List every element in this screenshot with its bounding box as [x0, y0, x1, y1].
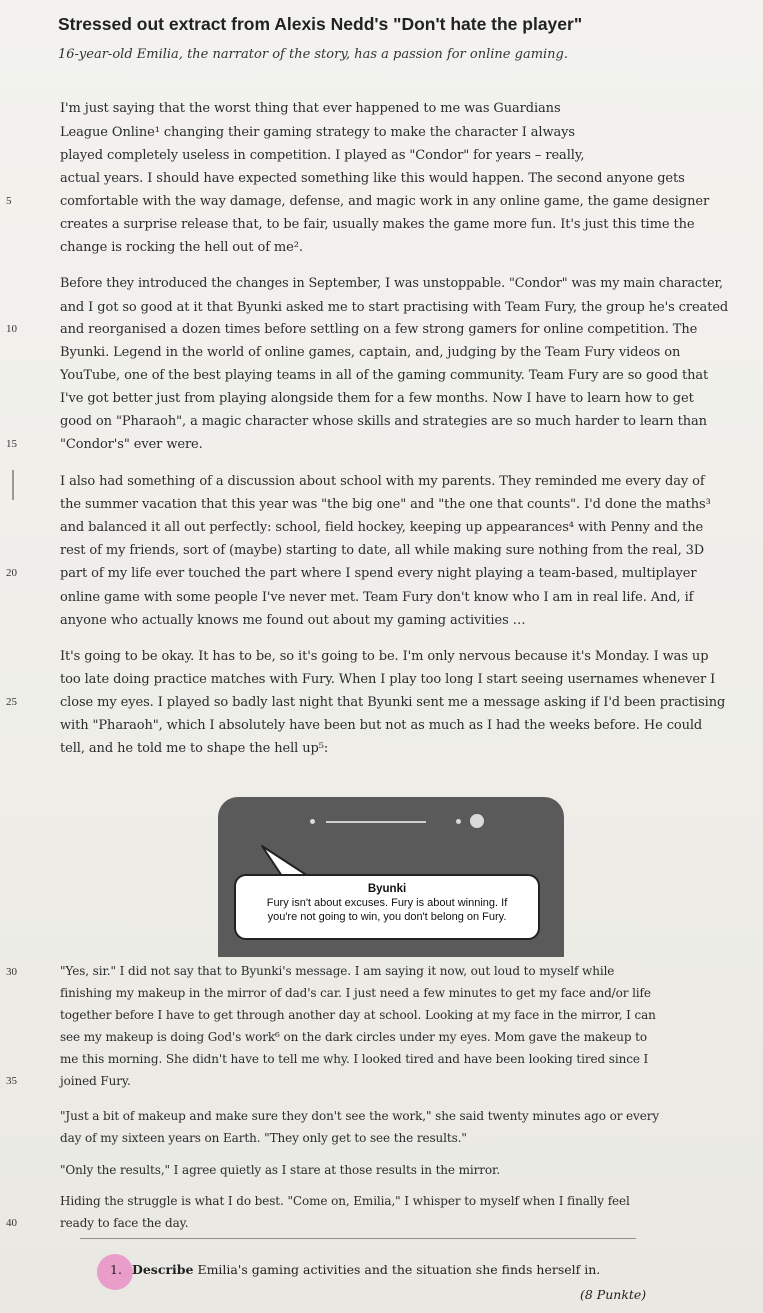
text-line: I've got better just from playing alongside them for a few months. Now I have to learn how to get	[60, 391, 694, 406]
margin-mark	[12, 470, 14, 500]
text-line: too late doing practice matches with Fury. When I play too long I start seeing usernames whenever I	[60, 672, 716, 687]
question-text	[132, 1262, 600, 1277]
text-line: see my makeup is doing God's work⁶ on the dark circles under my eyes. Mom gave the makeup to	[60, 1030, 647, 1044]
line-number: 30	[6, 966, 17, 978]
question-body: Emilia's gaming activities and the situation she finds herself in.	[197, 1262, 601, 1277]
text-line: "Just a bit of makeup and make sure they don't see the work," she said twenty minutes ago or every	[60, 1109, 660, 1123]
text-line: I'm just saying that the worst thing that ever happened to me was Guardians	[60, 101, 561, 116]
line-number: 35	[6, 1075, 17, 1087]
line-number: 10	[6, 323, 17, 335]
points-label: (8 Punkte)	[580, 1287, 647, 1302]
text-line: creates a surprise release that, to be fair, usually makes the game more fun. It's just this time the	[60, 217, 695, 232]
text-line: Hiding the struggle is what I do best. "Come on, Emilia," I whisper to myself when I finally feel	[60, 1194, 630, 1208]
text-line: "Yes, sir." I did not say that to Byunki's message. I am saying it now, out loud to myself while	[60, 964, 615, 978]
text-line: finishing my makeup in the mirror of dad's car. I just need a few minutes to get my face and/or life	[60, 986, 651, 1000]
phone-dot	[310, 819, 315, 824]
text-line: online game with some people I've never met. Team Fury don't know who I am in real life. And, if	[60, 590, 694, 605]
text-line: It's going to be okay. It has to be, so it's going to be. I'm only nervous because it's Monday. I was up	[60, 649, 709, 664]
text-line: and I got so good at it that Byunki asked me to start practising with Team Fury, the group he's created	[60, 300, 729, 315]
text-line: change is rocking the hell out of me².	[60, 240, 303, 255]
line-number: 20	[6, 567, 17, 579]
text-line: played completely useless in competition. I played as "Condor" for years – really,	[60, 148, 585, 163]
extract-title: Stressed out extract from Alexis Nedd's "Don't hate the player"	[58, 14, 583, 34]
text-line: ready to face the day.	[60, 1216, 189, 1230]
message-text: Fury isn't about excuses. Fury is about winning. If	[266, 897, 508, 909]
message-text: you're not going to win, you don't belong on Fury.	[267, 911, 507, 923]
text-line: Byunki. Legend in the world of online games, captain, and, judging by the Team Fury videos on	[60, 345, 681, 360]
text-line: day of my sixteen years on Earth. "They only get to see the results."	[60, 1131, 467, 1145]
text-line: together before I have to get through another day at school. Looking at my face in the mirror, I can	[60, 1008, 656, 1022]
text-line: YouTube, one of the best playing teams in all of the gaming community. Team Fury are so good that	[60, 368, 709, 383]
phone-camera-icon	[470, 814, 484, 828]
extract-subtitle: 16-year-old Emilia, the narrator of the story, has a passion for online gaming.	[58, 47, 569, 62]
text-line: "Condor's" ever were.	[60, 437, 203, 452]
text-line: Before they introduced the changes in September, I was unstoppable. "Condor" was my main character,	[60, 276, 723, 291]
text-line: and balanced it all out perfectly: school, field hockey, keeping up appearances⁴ with Penny and the	[60, 520, 704, 535]
message-sender: Byunki	[367, 883, 407, 895]
divider	[80, 1238, 636, 1239]
phone-dot	[456, 819, 461, 824]
text-line: me this morning. She didn't have to tell me why. I looked tired and have been looking tired since I	[60, 1052, 649, 1066]
text-line: joined Fury.	[60, 1074, 131, 1088]
text-line: anyone who actually knows me found out about my gaming activities …	[60, 613, 526, 628]
text-line: tell, and he told me to shape the hell up⁵:	[60, 741, 329, 756]
message-bubble	[234, 874, 540, 940]
question-verb: Describe	[132, 1262, 194, 1277]
text-line: I also had something of a discussion about school with my parents. They reminded me every day of	[60, 474, 705, 489]
line-number: 5	[6, 195, 12, 207]
text-line: and reorganised a dozen times before settling on a few strong gamers for online competition. The	[60, 322, 698, 337]
text-line: with "Pharaoh", which I absolutely have been but not as much as I had the weeks before. He could	[60, 718, 703, 733]
question-number: 1.	[110, 1262, 122, 1277]
text-line: part of my life ever touched the part where I spend every night playing a team-based, multiplayer	[60, 566, 697, 581]
text-line: comfortable with the way damage, defense, and magic work in any online game, the game designer	[60, 194, 710, 209]
line-number: 15	[6, 438, 17, 450]
text-line: actual years. I should have expected something like this would happen. The second anyone gets	[60, 171, 685, 186]
line-number: 25	[6, 696, 17, 708]
text-line: League Online¹ changing their gaming strategy to make the character I always	[60, 125, 575, 140]
text-line: rest of my friends, sort of (maybe) starting to date, all while making sure nothing from the real, 3D	[60, 543, 705, 558]
phone-speaker-line	[326, 821, 426, 823]
text-line: close my eyes. I played so badly last night that Byunki sent me a message asking if I'd been practising	[60, 695, 726, 710]
text-line: the summer vacation that this year was "the big one" and "the one that counts". I'd done the maths³	[60, 497, 711, 512]
text-line: good on "Pharaoh", a magic character whose skills and strategies are so much harder to learn than	[60, 414, 707, 429]
text-line: "Only the results," I agree quietly as I stare at those results in the mirror.	[60, 1163, 501, 1177]
line-number: 40	[6, 1217, 17, 1229]
